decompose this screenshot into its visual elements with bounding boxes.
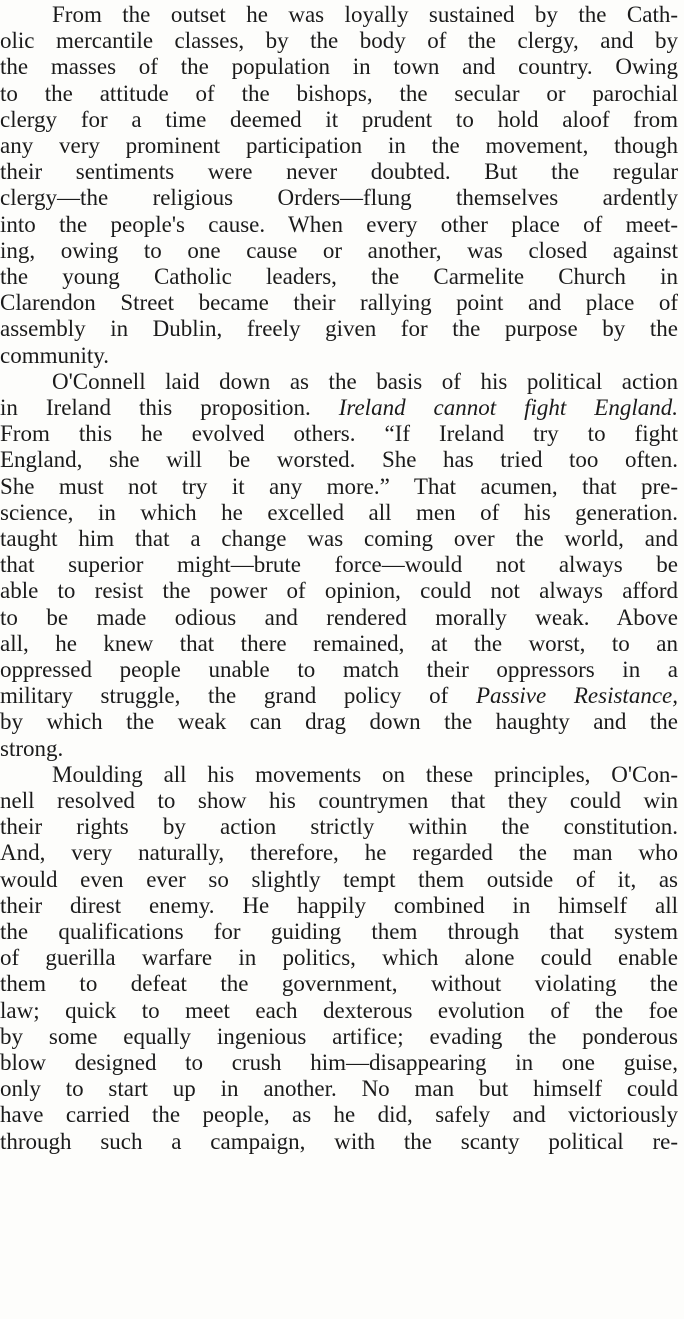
text-line: their direst enemy. He happily combined in himself all [0,892,678,918]
text-line: to be made odious and rendered morally weak. Above [0,604,678,630]
text-line: into the people's cause. When every other place of meet- [0,211,678,237]
text-line: And, very naturally, therefore, he regarded the man who [0,840,678,866]
text-line: science, in which he excelled all men of his generation. [0,499,678,525]
text-line: able to resist the power of opinion, could not always afford [0,578,678,604]
text-line: all, he knew that there remained, at the worst, to an [0,630,678,656]
text-line: community. [0,342,110,368]
text-line: military struggle, the grand policy of Passive Resistance, [0,683,678,709]
text-line: that superior might—brute force—would not always be [0,552,678,578]
text-line: by some equally ingenious artifice; evading the ponderous [0,1023,678,1049]
text-line: have carried the people, as he did, safely and victoriously [0,1102,678,1128]
text-line: blow designed to crush him—disappearing in one guise, [0,1050,678,1075]
text-line: She must not try it any more.” That acumen, that pre- [0,473,678,499]
text-line: in Ireland this proposition. Ireland cannot fight England. [0,395,678,420]
text-line: oppressed people unable to match their oppressors in a [0,657,678,682]
text-line: would even ever so slightly tempt them outside of it, as [0,866,678,892]
text-line: to the attitude of the bishops, the secular or parochial [0,80,678,106]
text-line: From the outset he was loyally sustained by the Cath- [52,2,678,27]
text-line: through such a campaign, with the scanty political re- [0,1128,678,1154]
text-line: taught him that a change was coming over the world, and [0,526,678,551]
text-line: olic mercantile classes, by the body of the clergy, and by [0,28,678,54]
text-line: any very prominent participation in the movement, though [0,133,678,158]
text-line: law; quick to meet each dexterous evolution of the foe [0,997,678,1023]
text-line: strong. [0,735,64,761]
text-line: England, she will be worsted. She has tried too often. [0,447,678,473]
text-line: the young Catholic leaders, the Carmelite Church in [0,264,678,289]
text-line: their rights by action strictly within the constitution. [0,814,678,840]
text-line: them to defeat the government, without violating the [0,971,678,997]
text-line: only to start up in another. No man but himself could [0,1076,678,1102]
text-line: by which the weak can drag down the haughty and the [0,709,678,735]
text-line: nell resolved to show his countrymen that they could win [0,788,678,813]
text-line: From this he evolved others. “If Ireland try to fight [0,421,678,447]
text-line: O'Connell laid down as the basis of his political action [52,368,678,394]
text-line: ing, owing to one cause or another, was closed against [0,237,678,263]
text-line: Moulding all his movements on these principles, O'Con- [52,761,678,787]
text-line: of guerilla warfare in politics, which alone could enable [0,945,678,971]
text-line: clergy—the religious Orders—flung themselves ardently [0,185,678,211]
text-line: Clarendon Street became their rallying point and place of [0,290,678,316]
text-line: their sentiments were never doubted. But the regular [0,159,678,185]
text-line: clergy for a time deemed it prudent to hold aloof from [0,106,678,132]
text-line: assembly in Dublin, freely given for the purpose by the [0,316,678,342]
text-line: the masses of the population in town and country. Owing [0,54,678,80]
text-line: the qualifications for guiding them through that system [0,919,678,944]
